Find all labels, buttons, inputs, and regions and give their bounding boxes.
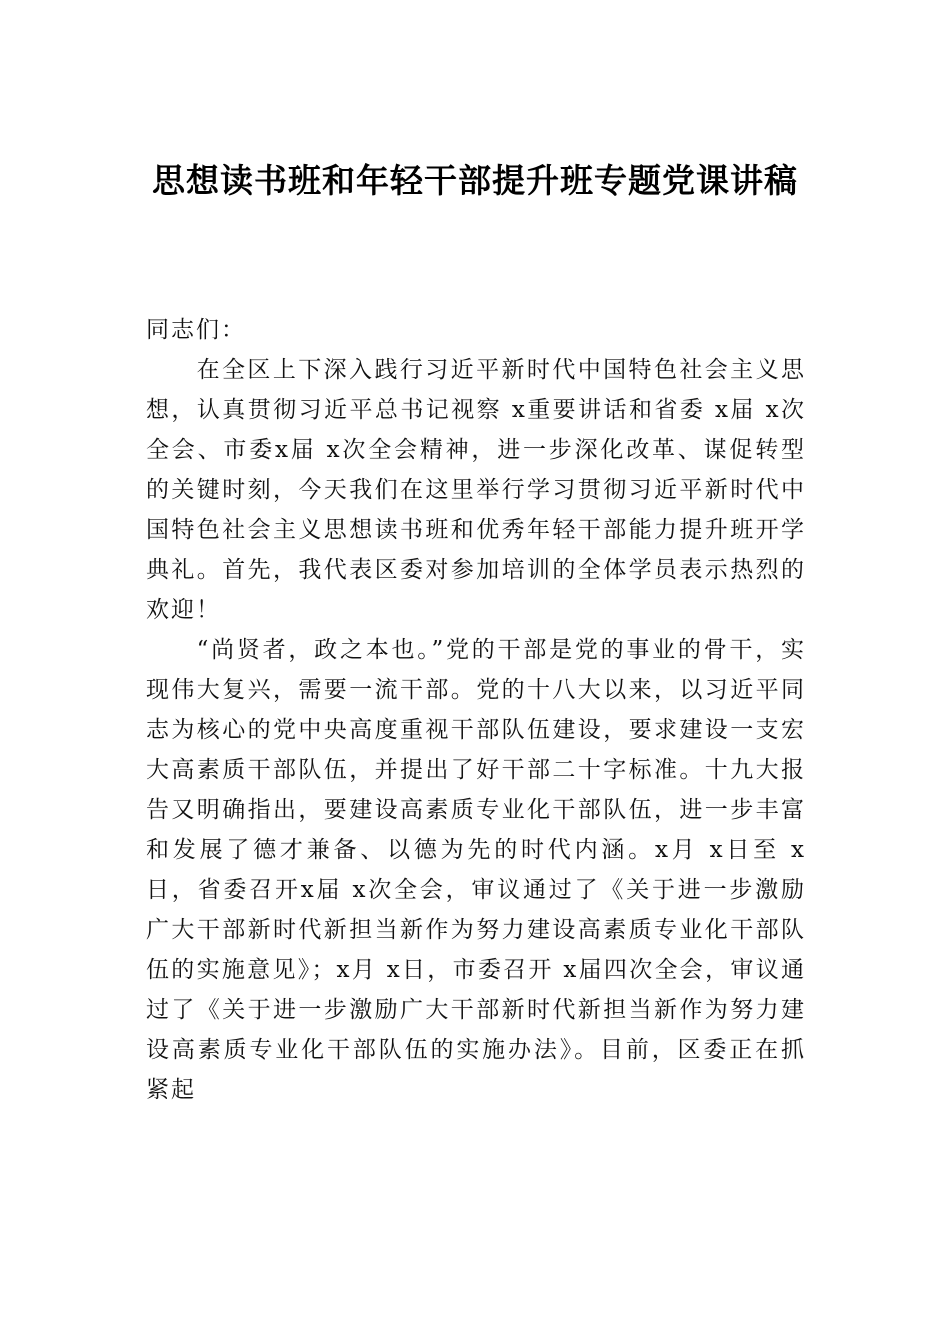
document-title: 思想读书班和年轻干部提升班专题党课讲稿 [152, 161, 798, 200]
paragraph-opening: 在全区上下深入践行习近平新时代中国特色社会主义思想，认真贯彻习近平总书记视察 x重要讲话和省委 x届 x次全会、市委x届 x次全会精神，进一步深化改革、谋促转型的关键时刻，今天我们在这里举行学习贯彻习近平新时代中国特色社会主义思想读书班和优秀年轻干部能力提升班开学典礼。首先，我代表区委对参加培训的全体学员表示热烈的欢迎！ [146, 357, 806, 623]
paragraph-cadre-building: “尚贤者，政之本也。”党的干部是党的事业的骨干，实现伟大复兴，需要一流干部。党的十八大以来，以习近平同志为核心的党中央高度重视干部队伍建设，要求建设一支宏大高素质干部队伍，并提出了好干部二十字标准。十九大报告又明确指出，要建设高素质专业化干部队伍，进一步丰富和发展了德才兼备、以德为先的时代内涵。x月 x日至 x日，省委召开x届 x次全会，审议通过了《关于进一步激励广大干部新时代新担当新作为努力建设高素质专业化干部队伍的实施意见》；x月 x日，市委召开 x届四次全会，审议通过了《关于进一步激励广大干部新时代新担当新作为努力建设高素质专业化干部队伍的实施办法》。目前，区委正在抓紧起 [146, 637, 806, 1103]
document-body [146, 310, 806, 1110]
salutation: 同志们： [146, 317, 246, 343]
